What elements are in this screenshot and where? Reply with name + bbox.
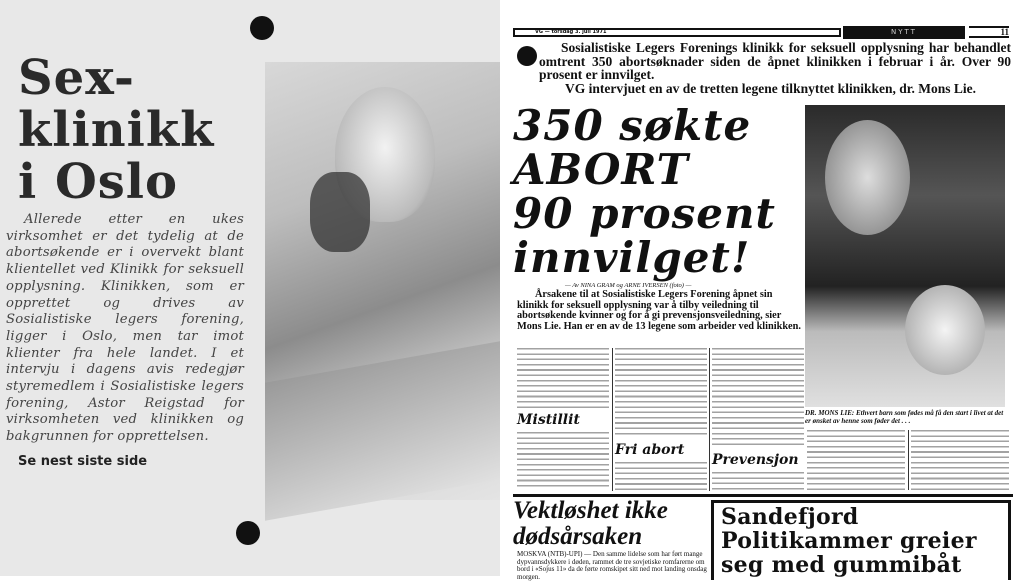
- headline-line: 350 søkte: [513, 101, 752, 150]
- column-rule: [908, 430, 909, 490]
- column-text: [807, 430, 905, 490]
- column-text: [615, 348, 707, 438]
- doctor-photo: [265, 62, 500, 500]
- photo-desk: [265, 341, 500, 520]
- see-more-note: Se nest siste side: [18, 453, 148, 469]
- intro-text: Årsakene til at Sosialistiske Legers Forening åpnet sin klinikk for seksuell opplysning var å tilby veiledning til abortsøkende kvinner og for å gi prevensjonsveiledning, sier Mons Lie. Han er en av de 13 legene som arbeider ved klinikken.: [517, 289, 801, 332]
- photo-phone: [310, 172, 370, 252]
- bullet-dot: [517, 46, 537, 66]
- column-text: [615, 462, 707, 490]
- headline-line: ABORT: [513, 145, 689, 194]
- headline-line: innvilget!: [513, 233, 751, 282]
- lead-text-2: VG intervjuet en av de tretten legene tilknyttet klinikken, dr. Mons Lie.: [565, 80, 976, 96]
- column-text: [911, 430, 1009, 490]
- mons-lie-photo: [805, 105, 1005, 407]
- subhead-prevensjon: Prevensjon: [712, 452, 799, 468]
- headline-line: i Oslo: [18, 154, 179, 210]
- left-clipping: [0, 0, 500, 576]
- subhead-fri-abort: Fri abort: [615, 442, 685, 458]
- main-article: [513, 101, 805, 332]
- photo-baby: [905, 285, 985, 375]
- dateline-bar: VG — torsdag 3. juli 1971: [513, 28, 841, 37]
- right-clipping: [505, 0, 1024, 581]
- column-rule: [709, 348, 710, 491]
- photo-caption: DR. MONS LIE: Ethvert barn som fødes må få den start i livet at det er ønsket av henne som føder det . . .: [805, 409, 1004, 425]
- column-text: [517, 348, 609, 408]
- column-rule: [612, 348, 613, 491]
- story2-body: MOSKVA (NTB)-UPI) — Den samme lidelse som har ført mange dypvannsdykkere i døden, rammet de tre sovjetiske romfarerne om bord i «Sojus 11» da de førte romskipet sitt ned mot landing onsdag morgen.: [517, 550, 707, 581]
- lead-block: [539, 41, 1011, 96]
- story3-headline: Sandefjord Politikammer greier seg med gummibåt: [721, 504, 977, 578]
- story2-headline: Vektløshet ikke dødsårsaken: [513, 497, 668, 550]
- headline-line: Sex-: [18, 50, 135, 106]
- left-headline: [18, 52, 244, 208]
- byline: — Av NINA GRAM og ARNE IVERSEN (foto) —: [565, 282, 692, 289]
- section-label: NYTT: [843, 26, 965, 39]
- column-text: [517, 432, 609, 490]
- main-headline: [513, 101, 805, 282]
- left-body-text: Allerede etter en ukes virksomhet er det tydelig at de abortsøkende er i overvekt blant klientellet ved Klinikk for seksuell opplysning. Klinikken, som er opprettet og drives av Sosialistiske legers forening, ligger i Oslo, men tar imot klienter fra hele landet. I et intervju i dagens avis redegjør styremedlem i Sosialistiske legers forening, Astor Reigstad for virksomheten ved klinikken og bakgrunnen for opprettelsen.: [6, 212, 244, 445]
- column-text: [712, 472, 804, 490]
- column-text: [712, 348, 804, 448]
- headline-line: 90 prosent: [513, 189, 776, 238]
- photo-face: [825, 120, 910, 235]
- punch-hole: [250, 16, 274, 40]
- headline-line: klinikk: [18, 102, 215, 158]
- page-number: 11: [969, 26, 1009, 38]
- left-article: [6, 52, 244, 470]
- punch-hole: [236, 521, 260, 545]
- story2: [513, 498, 709, 581]
- subhead-mistillit: Mistillit: [517, 412, 580, 428]
- lead-text: Sosialistiske Legers Forenings klinikk for seksuell opplysning har behandlet omtrent 350 abortsøknader siden de åpnet klinikken i februar i år. Over 90 prosent er innvilget.: [539, 40, 1011, 82]
